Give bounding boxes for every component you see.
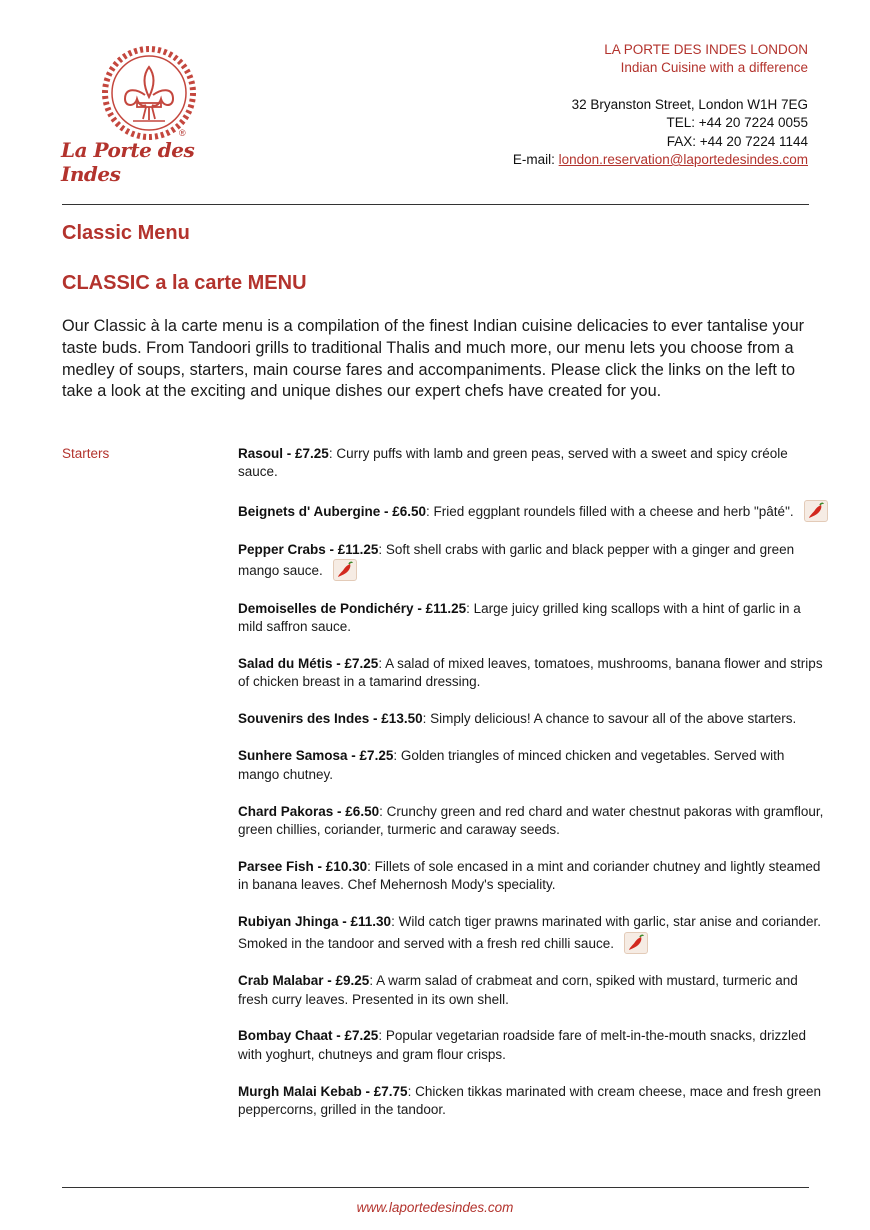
menu-item: Pepper Crabs - £11.25: Soft shell crabs with garlic and black pepper with a ginger and green mango sauce. xyxy=(238,541,828,581)
menu-item: Demoiselles de Pondichéry - £11.25: Large juicy grilled king scallops with a hint of garlic in a mild saffron sauce. xyxy=(238,600,801,635)
item-name-price: Bombay Chaat - £7.25 xyxy=(238,1028,379,1044)
chili-pepper-icon xyxy=(333,559,357,581)
email-label: E-mail: xyxy=(512,152,555,168)
item-name: Murgh Malai Kebab xyxy=(238,1083,362,1099)
address: 32 Bryanston Street, London W1H 7EG xyxy=(571,96,808,112)
item-price: £9.25 xyxy=(335,973,370,989)
item-name: Beignets d' Aubergine xyxy=(238,504,381,520)
menu-item: Parsee Fish - £10.30: Fillets of sole encased in a mint and coriander chutney and lightly steamed in banana leaves. Chef Mehernosh Mody's speciality. xyxy=(238,858,821,893)
logo-text: La Porte des Indes xyxy=(61,138,195,186)
menu-item: Souvenirs des Indes - £13.50: Simply delicious! A chance to savour all of the above starters. xyxy=(238,711,797,727)
menu-item: Rasoul - £7.25: Curry puffs with lamb and green peas, served with a sweet and spicy créole sauce. xyxy=(238,446,788,480)
item-price: £13.50 xyxy=(381,711,423,727)
item-name-price: Rasoul - £7.25 xyxy=(238,446,329,461)
category-link-starters[interactable]: Starters xyxy=(62,446,110,461)
item-description: A salad of mixed leaves, tomatoes, mushrooms, banana flower and strips of chicken breast in a tamarind dressing. xyxy=(238,656,823,690)
menu-item: Beignets d' Aubergine - £6.50: Fried eggplant roundels filled with a cheese and herb "pâté". xyxy=(238,500,828,522)
item-name: Salad du Métis xyxy=(238,656,333,672)
item-name-price: Salad du Métis - £7.25 xyxy=(238,656,379,672)
item-name: Parsee Fish xyxy=(238,858,314,874)
item-name-price: Parsee Fish - £10.30 xyxy=(238,858,368,874)
item-name: Rubiyan Jhinga xyxy=(238,914,339,930)
item-price: £7.75 xyxy=(373,1083,408,1099)
item-name-price: Souvenirs des Indes - £13.50 xyxy=(238,711,423,727)
menu-item: Bombay Chaat - £7.25: Popular vegetarian roadside fare of melt-in-the-mouth snacks, drizzled with yoghurt, chutneys and gram flour crisps. xyxy=(238,1028,807,1062)
item-description: Golden triangles of minced chicken and vegetables. Served with mango chutney. xyxy=(238,748,785,782)
item-name-price: Pepper Crabs - £11.25 xyxy=(238,541,379,557)
page-title: Classic Menu xyxy=(62,222,190,244)
item-description: Fried eggplant roundels filled with a cheese and herb "pâté". xyxy=(433,504,794,520)
contact-block xyxy=(513,41,808,169)
item-price: £7.25 xyxy=(344,656,379,672)
item-price: £10.30 xyxy=(325,858,368,874)
item-name-price: Rubiyan Jhinga - £11.30 xyxy=(238,914,392,930)
item-name: Sunhere Samosa xyxy=(238,748,348,764)
item-description: Curry puffs with lamb and green peas, served with a sweet and spicy créole sauce. xyxy=(238,446,788,480)
item-name-price: Murgh Malai Kebab - £7.75 xyxy=(238,1083,408,1099)
item-price: £11.25 xyxy=(425,600,467,616)
menu-item: Chard Pakoras - £6.50: Crunchy green and red chard and water chestnut pakoras with gramflour, green chillies, coriander, turmeric and caraway seeds. xyxy=(238,803,824,837)
intro-paragraph: Our Classic à la carte menu is a compilation of the finest Indian cuisine delicacies to ever tantalise your taste buds. From Tandoori grills to traditional Thalis and much more, our menu lets you choose from a medley of soups, starters, main course fares and accompaniments. Please click the links on the left to take a look at the exciting and unique dishes our expert chefs have created for you. xyxy=(62,317,805,401)
item-price: £7.25 xyxy=(344,1028,379,1044)
item-name-price: Crab Malabar - £9.25 xyxy=(238,973,370,989)
menu-items xyxy=(238,445,828,1138)
item-price: £6.50 xyxy=(345,803,380,819)
menu-item: Sunhere Samosa - £7.25: Golden triangles of minced chicken and vegetables. Served with mango chutney. xyxy=(238,748,785,782)
logo xyxy=(61,40,242,186)
item-price: £7.25 xyxy=(359,748,394,764)
item-price: £11.30 xyxy=(350,914,392,930)
section-title: CLASSIC a la carte MENU xyxy=(62,272,307,294)
item-price: £11.25 xyxy=(337,541,379,557)
menu-item: Rubiyan Jhinga - £11.30: Wild catch tiger prawns marinated with garlic, star anise and coriander. Smoked in the tandoor and served with a fresh red chilli sauce. xyxy=(238,913,828,953)
item-description: Soft shell crabs with garlic and black pepper with a ginger and green mango sauce. xyxy=(238,541,795,579)
item-description: Popular vegetarian roadside fare of melt-in-the-mouth snacks, drizzled with yoghurt, chutneys and gram flour crisps. xyxy=(238,1028,807,1062)
item-description: Crunchy green and red chard and water chestnut pakoras with gramflour, green chillies, coriander, turmeric and caraway seeds. xyxy=(238,803,824,837)
chili-pepper-icon xyxy=(624,932,648,954)
item-name-price: Chard Pakoras - £6.50 xyxy=(238,803,380,819)
footer-divider xyxy=(62,1187,809,1188)
item-name: Pepper Crabs xyxy=(238,541,326,557)
item-name-price: Sunhere Samosa - £7.25 xyxy=(238,748,394,764)
menu-item: Murgh Malai Kebab - £7.75: Chicken tikkas marinated with cream cheese, mace and fresh green peppercorns, grilled in the tandoor. xyxy=(238,1083,822,1118)
menu-item: Salad du Métis - £7.25: A salad of mixed leaves, tomatoes, mushrooms, banana flower and strips of chicken breast in a tamarind dressing. xyxy=(238,656,823,690)
menu-item: Crab Malabar - £9.25: A warm salad of crabmeat and corn, spiked with mustard, turmeric and fresh curry leaves. Presented in its own shell. xyxy=(238,973,798,1007)
item-price: £6.50 xyxy=(392,504,427,520)
tagline: Indian Cuisine with a difference xyxy=(620,60,808,76)
item-name: Souvenirs des Indes xyxy=(238,711,370,727)
item-name: Demoiselles de Pondichéry xyxy=(238,600,414,616)
item-name: Rasoul xyxy=(238,446,284,461)
footer-website-link[interactable]: www.laportedesindes.com xyxy=(356,1200,514,1215)
item-description: Large juicy grilled king scallops with a hint of garlic in a mild saffron sauce. xyxy=(238,600,801,635)
item-name: Crab Malabar xyxy=(238,973,324,989)
item-name: Chard Pakoras xyxy=(238,803,334,819)
header-divider xyxy=(62,204,809,205)
telephone: TEL: +44 20 7224 0055 xyxy=(666,115,808,131)
item-price: £7.25 xyxy=(295,446,329,461)
item-name-price: Beignets d' Aubergine - £6.50 xyxy=(238,504,427,520)
email-link[interactable]: london.reservation@laportedesindes.com xyxy=(558,152,808,168)
item-description: Wild catch tiger prawns marinated with garlic, star anise and coriander. Smoked in the tandoor and served with a fresh red chilli sauce. xyxy=(238,914,822,951)
item-name: Bombay Chaat xyxy=(238,1028,333,1044)
registered-mark: ® xyxy=(179,128,186,138)
chili-pepper-icon xyxy=(804,500,828,522)
item-description: Fillets of sole encased in a mint and coriander chutney and lightly steamed in banana leaves. Chef Mehernosh Mody's speciality. xyxy=(238,858,821,893)
restaurant-name: LA PORTE DES INDES LONDON xyxy=(604,42,808,57)
item-description: A warm salad of crabmeat and corn, spiked with mustard, turmeric and fresh curry leaves. Presented in its own shell. xyxy=(238,973,798,1007)
email-line xyxy=(513,151,808,169)
item-description: Chicken tikkas marinated with cream cheese, mace and fresh green peppercorns, grilled in the tandoor. xyxy=(238,1083,822,1118)
item-name-price: Demoiselles de Pondichéry - £11.25 xyxy=(238,600,467,616)
fax: FAX: +44 20 7224 1144 xyxy=(666,133,808,149)
item-description: Simply delicious! A chance to savour all of the above starters. xyxy=(430,711,797,727)
